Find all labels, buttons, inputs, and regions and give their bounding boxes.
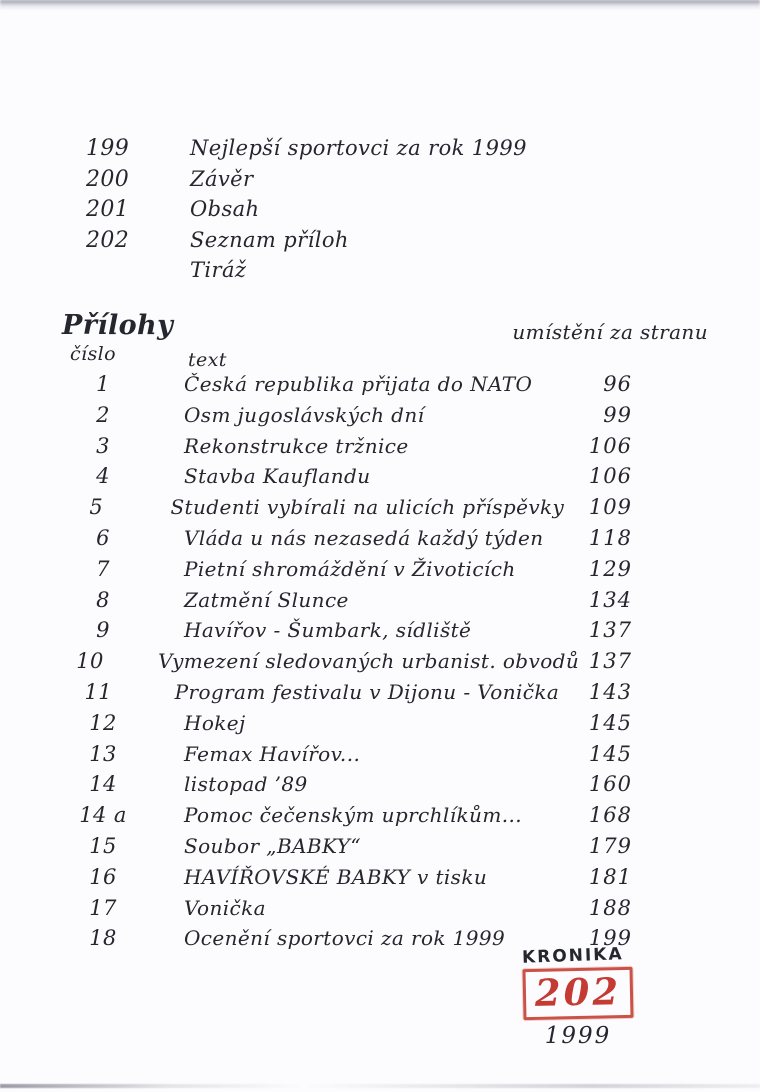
attachment-number: 11 (84, 679, 113, 704)
attachment-page: 160 (588, 772, 632, 797)
attachment-text: Vymezení sledovaných urbanist. obvodů (158, 649, 580, 674)
chapter-page-number: 201 (86, 197, 130, 222)
attachment-text: Zatmění Slunce (184, 587, 349, 612)
attachment-page: 129 (588, 556, 632, 581)
attachment-number: 18 (89, 926, 117, 951)
attachment-page: 145 (588, 710, 632, 735)
chapter-list-row (0, 258, 760, 289)
attachment-row (0, 742, 760, 773)
attachment-page: 99 (603, 402, 632, 427)
attachment-number: 3 (96, 433, 110, 458)
attachment-page: 96 (603, 372, 632, 396)
attachment-text: Rekonstrukce tržnice (184, 433, 409, 458)
chapter-page-number: 199 (86, 136, 130, 161)
attachment-text: Program festivalu v Dijonu - Vonička (174, 679, 560, 704)
attachment-number: 7 (96, 556, 110, 581)
attachment-page: 145 (588, 741, 632, 766)
attachments-title: Přílohy (62, 310, 174, 341)
attachment-number: 1 (96, 372, 110, 396)
attachment-page: 118 (588, 525, 632, 550)
attachment-page: 188 (588, 895, 632, 920)
attachment-page: 181 (588, 864, 632, 889)
attachment-number: 9 (96, 618, 110, 643)
attachment-row (0, 403, 760, 434)
attachment-number: 15 (89, 833, 117, 858)
attachment-text: Stavba Kauflandu (184, 464, 371, 489)
chapter-list-row (0, 197, 760, 228)
chapter-page-number: 202 (86, 227, 130, 253)
stamp-number-box (522, 967, 633, 1020)
chapter-page-number: 200 (86, 166, 130, 192)
placement-column-header: umístění za stranu (512, 320, 708, 344)
scan-edge-bottom (0, 1084, 760, 1088)
attachment-page: 137 (588, 649, 632, 674)
attachment-text: Osm jugoslávských dní (184, 402, 425, 427)
attachment-number: 12 (89, 710, 117, 735)
chapter-list-row (0, 167, 760, 198)
attachment-number: 2 (96, 402, 110, 427)
attachment-page: 179 (588, 833, 632, 858)
attachment-row (0, 926, 760, 957)
attachment-number: 13 (89, 741, 117, 766)
attachment-number: 5 (89, 495, 104, 520)
attachment-text: Femax Havířov... (184, 741, 361, 766)
chapter-list-row (0, 136, 760, 167)
attachment-row (0, 434, 760, 465)
attachment-row (0, 464, 760, 495)
attachment-number: 4 (96, 464, 110, 489)
attachment-row (0, 834, 760, 865)
attachment-row (0, 557, 760, 588)
chapter-title: Nejlepší sportovci za rok 1999 (190, 136, 527, 160)
attachment-text: Soubor „BABKY“ (184, 833, 362, 858)
attachment-row (0, 711, 760, 742)
attachment-row (0, 896, 760, 927)
attachment-text: Hokej (184, 710, 246, 735)
attachment-text: Pietní shromáždění v Životicích (184, 556, 516, 581)
chapter-title: Závěr (190, 166, 254, 191)
attachment-number: 17 (89, 895, 117, 920)
chapter-title: Tiráž (190, 258, 247, 282)
attachment-text: listopad ’89 (184, 772, 308, 797)
stamp-page-number: 202 (534, 969, 622, 1015)
attachment-page: 109 (588, 495, 632, 520)
stamp-year: 1999 (544, 1023, 612, 1049)
chapter-list (0, 136, 760, 289)
attachment-number: 8 (96, 587, 110, 612)
attachment-page: 106 (588, 464, 632, 489)
chronicle-stamp (512, 946, 644, 1049)
chapter-list-row (0, 228, 760, 259)
attachment-number: 14 (89, 772, 117, 797)
attachment-text: Havířov - Šumbark, sídliště (184, 618, 472, 643)
attachment-row (0, 526, 760, 557)
attachment-number: 6 (96, 525, 110, 550)
attachment-text: HAVÍŘOVSKÉ BABKY v tisku (184, 864, 488, 889)
attachment-page: 199 (588, 926, 632, 951)
attachment-text: Vonička (184, 895, 266, 920)
attachment-text: Vláda u nás nezasedá každý týden (184, 525, 544, 550)
chapter-title: Obsah (190, 197, 260, 221)
attachment-text: Studenti vybírali na ulicích příspěvky (170, 495, 565, 520)
number-column-header: číslo (70, 343, 116, 365)
attachment-page: 106 (588, 433, 632, 458)
attachment-page: 168 (588, 803, 632, 828)
attachment-text: Česká republika přijata do NATO (184, 372, 533, 396)
text-column-header: text (188, 349, 227, 371)
attachment-row (0, 865, 760, 896)
attachment-text: Ocenění sportovci za rok 1999 (184, 926, 506, 951)
attachments-table (0, 372, 760, 957)
attachment-number: 14 a (79, 803, 127, 828)
attachment-row (0, 588, 760, 619)
attachment-page: 137 (588, 618, 632, 643)
attachment-row (0, 649, 760, 680)
attachment-number: 16 (89, 864, 117, 889)
attachment-row (0, 680, 760, 711)
chapter-title: Seznam příloh (190, 227, 349, 252)
attachment-row (0, 803, 760, 834)
scan-edge-top (0, 0, 760, 10)
attachment-row (0, 772, 760, 803)
stamp-label: KRONIKA (521, 944, 625, 968)
attachment-text: Pomoc čečenským uprchlíkům... (184, 803, 522, 828)
attachment-page: 143 (588, 679, 632, 704)
attachment-number: 10 (76, 649, 104, 674)
attachment-row (0, 372, 760, 403)
attachment-row (0, 618, 760, 649)
attachment-row (0, 495, 760, 526)
attachment-page: 134 (588, 587, 632, 612)
